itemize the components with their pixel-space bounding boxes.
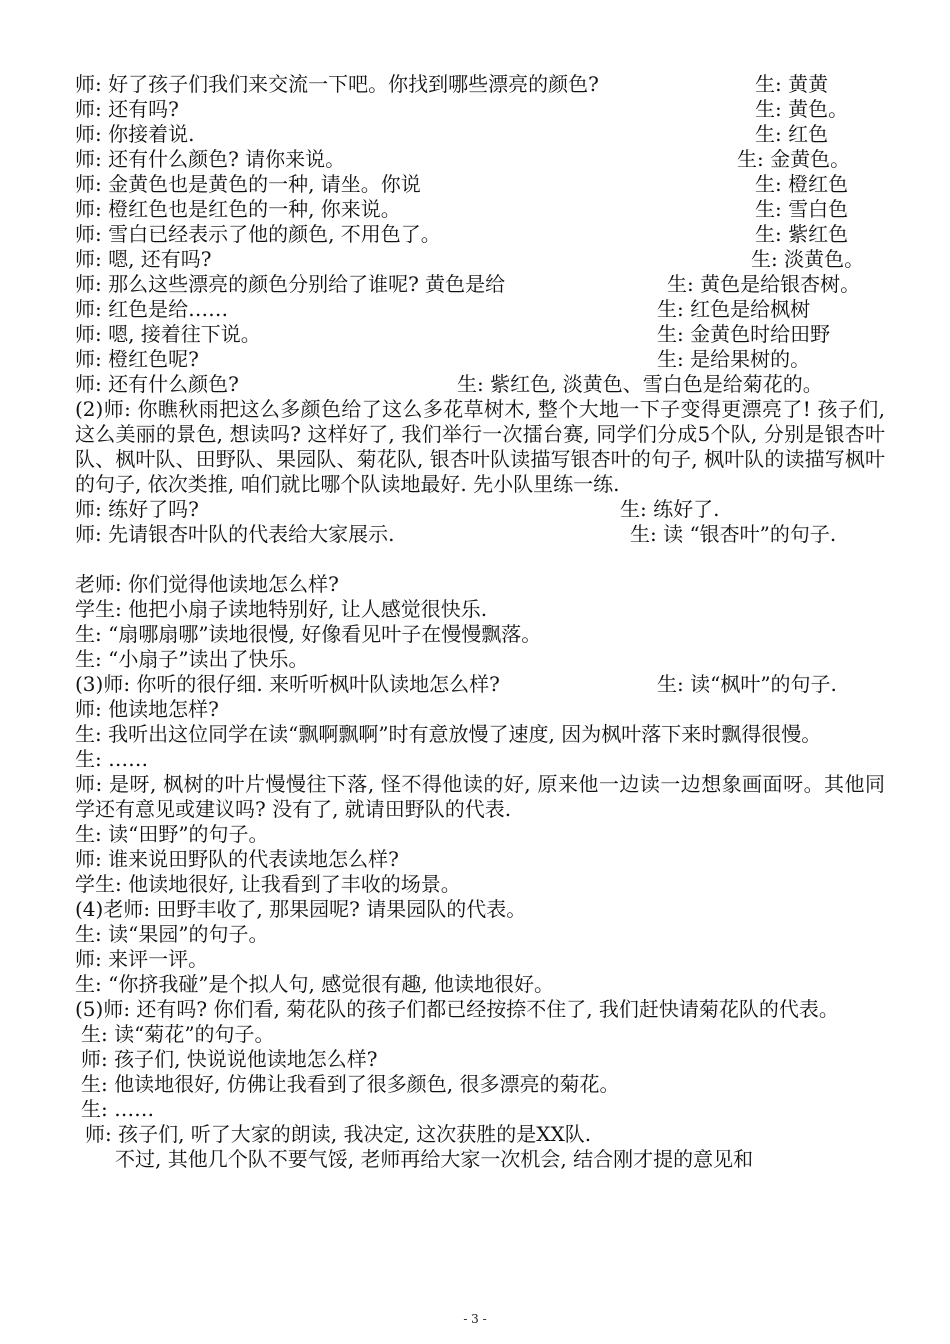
teacher-text: 师: 金黄色也是黄色的一种, 请坐。你说 bbox=[75, 172, 421, 196]
teacher-text: 师: 好了孩子们我们来交流一下吧。你找到哪些漂亮的颜色? bbox=[75, 72, 599, 96]
dialogue-line bbox=[75, 197, 885, 222]
student-text: 生: 黄黄 bbox=[755, 72, 829, 96]
teacher-text: 师: 橙红色也是红色的一种, 你来说。 bbox=[75, 197, 401, 221]
text-line: 生: 读“菊花”的句子。 bbox=[81, 1022, 275, 1046]
teacher-text: 师: 还有什么颜色? bbox=[75, 372, 239, 396]
dialogue-line bbox=[75, 322, 885, 347]
teacher-text: 师: 还有什么颜色? 请你来说。 bbox=[75, 147, 346, 171]
text-line: 生: “小扇子”读出了快乐。 bbox=[75, 647, 309, 671]
teacher-text: 师: 练好了吗? bbox=[75, 497, 199, 521]
student-text: 生: 黄色是给银杏树。 bbox=[667, 272, 861, 296]
student-text: 生: 橙红色 bbox=[755, 172, 849, 196]
dialogue-line bbox=[75, 72, 885, 97]
student-text: 生: 淡黄色。 bbox=[751, 247, 865, 271]
student-text: 生: 金黄色时给田野 bbox=[657, 322, 831, 346]
teacher-text: 师: 先请银杏叶队的代表给大家展示. bbox=[75, 522, 395, 546]
text-line: 生: …… bbox=[75, 747, 149, 771]
text-line: (4)老师: 田野丰收了, 那果园呢? 请果园队的代表。 bbox=[75, 897, 527, 921]
teacher-text: 师: 你接着说. bbox=[75, 122, 195, 146]
student-text: 生: 紫红色 bbox=[755, 222, 849, 246]
paragraph: 师: 是呀, 枫树的叶片慢慢往下落, 怪不得他读的好, 原来他一边读一边想象画面呀。其他同学还有意见或建议吗? 没有了, 就请田野队的代表. bbox=[75, 772, 885, 821]
text-line: 不过, 其他几个队不要气馁, 老师再给大家一次机会, 结合刚才提的意见和 bbox=[115, 1147, 754, 1171]
text-line: 师: 谁来说田野队的代表读地怎么样? bbox=[75, 847, 399, 871]
student-text: 生: 紫红色, 淡黄色、雪白色是给菊花的。 bbox=[457, 372, 823, 396]
text-line: 老师: 你们觉得他读地怎么样? bbox=[75, 572, 339, 596]
dialogue-line bbox=[75, 272, 885, 297]
text-line: 师: 来评一评。 bbox=[75, 947, 209, 971]
text-line: 学生: 他读地很好, 让我看到了丰收的场景。 bbox=[75, 872, 461, 896]
page-number: - 3 - bbox=[463, 1312, 487, 1326]
spacer-line bbox=[75, 547, 885, 572]
dialogue-line bbox=[75, 247, 885, 272]
dialogue-line bbox=[75, 172, 885, 197]
text-line: 生: …… bbox=[81, 1097, 155, 1121]
student-text: 生: 红色 bbox=[755, 122, 829, 146]
student-text: 生: 黄色。 bbox=[755, 97, 849, 121]
student-text: 生: 练好了. bbox=[620, 497, 720, 521]
teacher-text: 师: 那么这些漂亮的颜色分别给了谁呢? 黄色是给 bbox=[75, 272, 506, 296]
student-text: 生: 雪白色 bbox=[755, 197, 849, 221]
dialogue-line bbox=[75, 297, 885, 322]
text-line: 生: 读“田野”的句子。 bbox=[75, 822, 269, 846]
text-line: 生: 他读地很好, 仿佛让我看到了很多颜色, 很多漂亮的菊花。 bbox=[81, 1072, 620, 1096]
student-text: 生: 红色是给枫树 bbox=[657, 297, 811, 321]
student-text: 生: 是给果树的。 bbox=[657, 347, 811, 371]
teacher-text: 师: 橙红色呢? bbox=[75, 347, 199, 371]
text-line: 师: 孩子们, 快说说他读地怎么样? bbox=[81, 1047, 378, 1071]
text-line: 生: “你挤我碰”是个拟人句, 感觉很有趣, 他读地很好。 bbox=[75, 972, 554, 996]
paragraph-2: (2)师: 你瞧秋雨把这么多颜色给了这么多花草树木, 整个大地一下子变得更漂亮了! 孩子们, 这么美丽的景色, 想读吗? 这样好了, 我们举行一次擂台赛, 同学们分成5个队, 分别是银杏叶队、枫叶队、田野队、果园队、菊花队, 银杏叶队读描写银杏叶的句子, 枫叶队的读描写枫叶的句子, 依次类推, 咱们就比哪个队读地最好. 先小队里练一练. bbox=[75, 397, 885, 496]
teacher-text: 师: 嗯, 接着往下说。 bbox=[75, 322, 261, 346]
dialogue-line bbox=[75, 222, 885, 247]
teacher-text: (3)师: 你听的很仔细. 来听听枫叶队读地怎么样? bbox=[75, 672, 500, 696]
dialogue-line bbox=[75, 97, 885, 122]
text-line: 生: “扇哪扇哪”读地很慢, 好像看见叶子在慢慢飘落。 bbox=[75, 622, 542, 646]
dialogue-line bbox=[75, 122, 885, 147]
dialogue-line bbox=[75, 147, 885, 172]
dialogue-line bbox=[75, 372, 885, 397]
text-line: 师: 他读地怎样? bbox=[75, 697, 219, 721]
student-text: 生: 读“枫叶”的句子. bbox=[657, 672, 837, 696]
dialogue-line bbox=[75, 672, 885, 697]
teacher-text: 师: 嗯, 还有吗? bbox=[75, 247, 212, 271]
teacher-text: 师: 还有吗? bbox=[75, 97, 179, 121]
student-text: 生: 读 “银杏叶”的句子. bbox=[630, 522, 837, 546]
dialogue-line bbox=[75, 497, 885, 522]
student-text: 生: 金黄色。 bbox=[737, 147, 851, 171]
dialogue-line bbox=[75, 522, 885, 547]
paragraph: (5)师: 还有吗? 你们看, 菊花队的孩子们都已经按捺不住了, 我们赶快请菊花队的代表。 bbox=[75, 997, 839, 1021]
teacher-text: 师: 红色是给…… bbox=[75, 297, 229, 321]
text-line: 学生: 他把小扇子读地特别好, 让人感觉很快乐. bbox=[75, 597, 488, 621]
text-line: 生: 读“果园”的句子。 bbox=[75, 922, 269, 946]
paragraph: 生: 我听出这位同学在读“飘啊飘啊”时有意放慢了速度, 因为枫叶落下来时飘得很慢。 bbox=[75, 722, 822, 746]
teacher-text: 师: 雪白已经表示了他的颜色, 不用色了。 bbox=[75, 222, 441, 246]
text-line: 师: 孩子们, 听了大家的朗读, 我决定, 这次获胜的是XX队. bbox=[85, 1122, 592, 1146]
dialogue-line bbox=[75, 347, 885, 372]
lesson-transcript bbox=[75, 72, 885, 1172]
